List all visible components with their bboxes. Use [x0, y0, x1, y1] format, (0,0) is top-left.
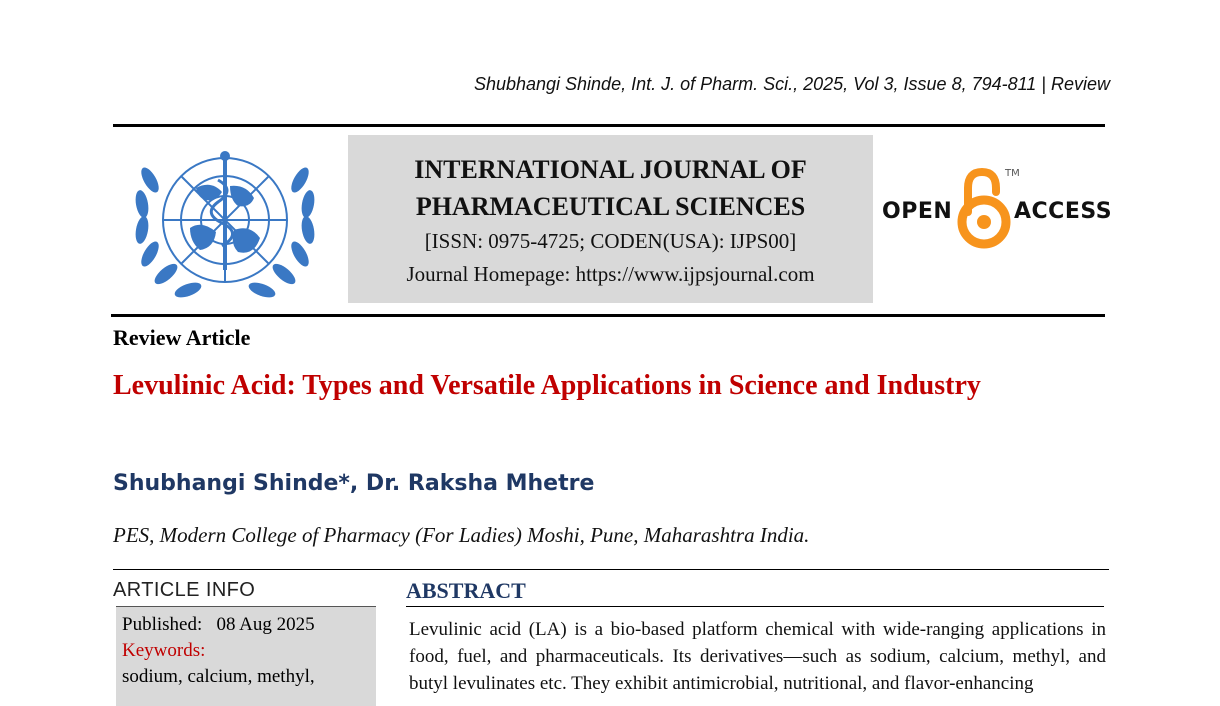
header-rule-bottom [111, 314, 1105, 317]
published-date: 08 Aug 2025 [216, 614, 315, 635]
trademark-mark: TM [1005, 168, 1020, 179]
article-title: Levulinic Acid: Types and Versatile Applications in Science and Industry [113, 370, 981, 401]
header-rule-top [113, 124, 1105, 127]
journal-title-line1: INTERNATIONAL JOURNAL OF [414, 155, 807, 184]
open-access-right-text: ACCESS [1014, 199, 1113, 224]
published-label: Published: [122, 614, 203, 635]
article-authors: Shubhangi Shinde*, Dr. Raksha Mhetre [113, 471, 595, 496]
abstract-rule [406, 606, 1104, 607]
running-head: Shubhangi Shinde, Int. J. of Pharm. Sci., 2025, Vol 3, Issue 8, 794-811 | Review [473, 74, 1110, 94]
article-type: Review Article [113, 325, 251, 350]
article-affiliation: PES, Modern College of Pharmacy (For Ladies) Moshi, Pune, Maharashtra India. [113, 523, 810, 547]
journal-title-line2: PHARMACEUTICAL SCIENCES [415, 192, 806, 221]
abstract-text: Levulinic acid (LA) is a bio-based platform chemical with wide-ranging applications in food, fuel, and pharmaceuticals. Its derivatives—such as sodium, calcium, methyl, and butyl levulinates etc. They exhibit antimicrobial, nutritional, and flavor-enhancing [409, 619, 1106, 694]
article-info-box [116, 606, 376, 706]
article-info-heading: ARTICLE INFO [113, 579, 256, 601]
journal-header-box [348, 135, 873, 303]
abstract-heading: ABSTRACT [406, 578, 526, 603]
keywords-list: sodium, calcium, methyl, [122, 666, 315, 687]
open-access-logo [880, 166, 1113, 252]
open-access-left-text: OPEN [882, 199, 953, 224]
journal-issn: [ISSN: 0975-4725; CODEN(USA): IJPS00] [424, 229, 797, 253]
journal-emblem-icon [126, 140, 324, 308]
section-divider [113, 569, 1109, 570]
journal-homepage: Journal Homepage: https://www.ijpsjournal.com [406, 262, 815, 286]
published-row [122, 612, 370, 638]
keywords-label: Keywords: [122, 640, 206, 661]
